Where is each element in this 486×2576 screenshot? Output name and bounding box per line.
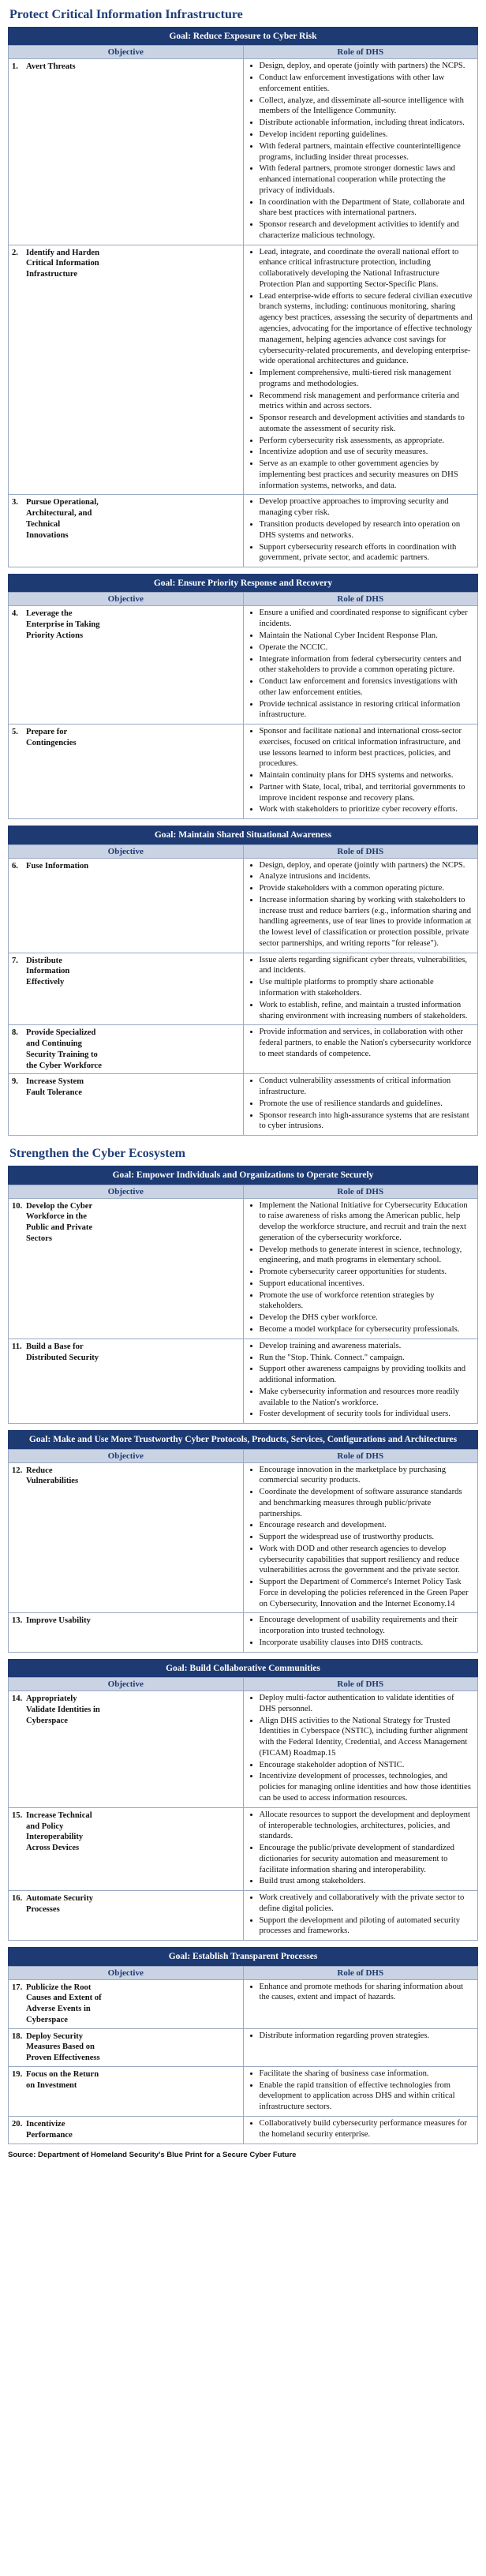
objective-cell — [9, 1462, 244, 1613]
objective-number: 4. — [12, 609, 18, 619]
objective-number: 8. — [12, 1028, 18, 1038]
objective-cell — [9, 1891, 244, 1941]
role-list — [247, 496, 473, 564]
goal-table — [8, 1430, 478, 1653]
role-list — [247, 2118, 473, 2140]
objective-number: 3. — [12, 498, 18, 507]
goal-table — [8, 574, 478, 819]
objective-text: Incentivize Performance — [26, 2120, 73, 2140]
list-item: • Encourage stakeholder adoption of NSTIC. — [260, 1760, 473, 1771]
list-item: • Collect, analyze, and disseminate all-source intelligence with members of the Intelligence Community. — [260, 95, 473, 118]
list-item: • Encourage research and development. — [260, 1520, 473, 1531]
goal-table — [8, 27, 478, 567]
goal-table — [8, 1166, 478, 1424]
list-item: • Incentivize development of processes, technologies, and policies for managing online identities and how those identities can be used to access information resources. — [260, 1771, 473, 1803]
role-list — [247, 1615, 473, 1648]
list-item: • Analyze intrusions and incidents. — [260, 871, 473, 882]
objective-number: 14. — [12, 1694, 23, 1704]
objective-number: 11. — [12, 1342, 22, 1351]
list-item: • Allocate resources to support the development and deployment of interoperable technologies, architectures, policies, and standards. — [260, 1810, 473, 1842]
table-row — [9, 1979, 478, 2028]
objective-number: 5. — [12, 728, 18, 737]
list-item: • Support educational incentives. — [260, 1279, 473, 1290]
objective-text: Automate Security Processes — [26, 1894, 94, 1914]
list-item: • Work to establish, refine, and maintain a trusted information sharing environment with increasing numbers of stakeholders. — [260, 1000, 473, 1022]
role-cell — [243, 2066, 478, 2116]
objective-text: Appropriately Validate Identities in Cyberspace — [26, 1694, 100, 1725]
goal-heading: Goal: Make and Use More Trustworthy Cyber Protocols, Products, Services, Configurations and Architectures — [9, 1431, 478, 1449]
list-item: • Work with stakeholders to prioritize cyber recovery efforts. — [260, 804, 473, 815]
list-item: • Incorporate usability clauses into DHS contracts. — [260, 1638, 473, 1649]
objective-text: Focus on the Return on Investment — [26, 2069, 99, 2090]
objective-cell — [9, 2066, 244, 2116]
role-cell — [243, 1198, 478, 1339]
objective-column-header: Objective — [9, 1449, 244, 1462]
objective-number: 9. — [12, 1077, 18, 1087]
list-item: • Support other awareness campaigns by providing toolkits and additional information. — [260, 1364, 473, 1386]
role-column-header: Role of DHS — [243, 593, 478, 606]
objective-text: Reduce Vulnerabilities — [26, 1466, 79, 1486]
objective-number: 10. — [12, 1201, 23, 1211]
goal-heading: Goal: Empower Individuals and Organizations to Operate Securely — [9, 1166, 478, 1185]
role-list — [247, 1810, 473, 1887]
role-column-header: Role of DHS — [243, 1449, 478, 1462]
objective-cell — [9, 2117, 244, 2144]
role-list — [247, 61, 473, 241]
table-row — [9, 724, 478, 819]
role-cell — [243, 1613, 478, 1652]
list-item: • Support the development and piloting of automated security processes and frameworks. — [260, 1915, 473, 1938]
goal-table — [8, 1659, 478, 1941]
objective-text: Provide Specialized and Continuing Security Training to the Cyber Workforce — [26, 1028, 102, 1070]
objective-text: Deploy Security Measures Based on Proven Effectiveness — [26, 2031, 100, 2063]
objective-text: Increase Technical and Policy Interoperability Across Devices — [26, 1810, 92, 1853]
source-note: Source: Department of Homeland Security's Blue Print for a Secure Cyber Future — [8, 2150, 297, 2159]
list-item: • With federal partners, promote stronger domestic laws and enhanced international cooperation while protecting the privacy of individuals. — [260, 163, 473, 196]
list-item: • Make cybersecurity information and resources more readily available to the Nation's workforce. — [260, 1387, 473, 1409]
list-item: • Implement the National Initiative for Cybersecurity Education to raise awareness of risks among the American public, help develop the workforce structure, and recruit and train the next generation of the cybersecurity workforce. — [260, 1200, 473, 1244]
objective-column-header: Objective — [9, 844, 244, 858]
list-item: • Deploy multi-factor authentication to validate identities of DHS personnel. — [260, 1693, 473, 1715]
role-cell — [243, 1807, 478, 1890]
list-item: • Ensure a unified and coordinated response to significant cyber incidents. — [260, 608, 473, 630]
list-item: • Serve as an example to other government agencies by implementing best practices and security measures on DHS information systems, networks, and data. — [260, 459, 473, 491]
role-cell — [243, 606, 478, 724]
list-item: • Integrate information from federal cybersecurity centers and other stakeholders to provide a common operating picture. — [260, 654, 473, 676]
list-item: • Promote the use of resilience standards and guidelines. — [260, 1099, 473, 1110]
list-item: • Develop proactive approaches to improving security and managing cyber risk. — [260, 496, 473, 519]
list-item: • Operate the NCCIC. — [260, 642, 473, 653]
table-row — [9, 953, 478, 1025]
list-item: • Run the "Stop. Think. Connect." campaign. — [260, 1353, 473, 1364]
list-item: • Maintain continuity plans for DHS systems and networks. — [260, 770, 473, 781]
role-column-header: Role of DHS — [243, 46, 478, 59]
table-row — [9, 858, 478, 953]
role-cell — [243, 495, 478, 567]
role-cell — [243, 1462, 478, 1613]
objective-cell — [9, 1025, 244, 1074]
role-list — [247, 1200, 473, 1335]
objective-column-header: Objective — [9, 1185, 244, 1198]
table-row — [9, 1807, 478, 1890]
objective-number: 1. — [12, 62, 18, 72]
objective-text: Fuse Information — [26, 861, 89, 871]
goal-heading: Goal: Maintain Shared Situational Awareness — [9, 826, 478, 844]
objective-cell — [9, 953, 244, 1025]
list-item: • In coordination with the Department of State, collaborate and share best practices with international partners. — [260, 197, 473, 219]
role-list — [247, 955, 473, 1022]
list-item: • Develop the DHS cyber workforce. — [260, 1312, 473, 1324]
list-item: • Facilitate the sharing of business case information. — [260, 2069, 473, 2080]
objective-text: Pursue Operational, Architectural, and Technical Innovations — [26, 498, 99, 540]
list-item: • Develop training and awareness materials. — [260, 1341, 473, 1352]
list-item: • Conduct law enforcement investigations with other law enforcement entities. — [260, 73, 473, 95]
objective-number: 12. — [12, 1466, 23, 1475]
role-cell — [243, 1339, 478, 1423]
list-item: • Work with DOD and other research agencies to develop cybersecurity capabilities that support resiliency and reduce vulnerabilities across the government and the private sector. — [260, 1544, 473, 1576]
list-item: • Develop incident reporting guidelines. — [260, 129, 473, 140]
list-item: • Build trust among stakeholders. — [260, 1876, 473, 1887]
list-item: • Maintain the National Cyber Incident Response Plan. — [260, 631, 473, 642]
list-item: • Enhance and promote methods for sharing information about the causes, extent and impact of hazards. — [260, 1982, 473, 2004]
list-item: • Lead, integrate, and coordinate the overall national effort to enhance critical infrastructure protection, including collaboratively developing the National Infrastructure Protection Plan and supporting Sector-Specific Plans. — [260, 247, 473, 290]
section-title: Strengthen the Cyber Ecosystem — [9, 1147, 185, 1161]
objective-text: Increase System Fault Tolerance — [26, 1077, 84, 1098]
role-cell — [243, 858, 478, 953]
role-list — [247, 1465, 473, 1610]
table-row — [9, 1613, 478, 1652]
objective-number: 15. — [12, 1810, 23, 1820]
objective-column-header: Objective — [9, 593, 244, 606]
list-item: • Foster development of security tools for individual users. — [260, 1409, 473, 1420]
role-list — [247, 726, 473, 815]
objective-cell — [9, 1198, 244, 1339]
role-cell — [243, 2028, 478, 2066]
list-item: • Encourage development of usability requirements and their incorporation into trusted technology. — [260, 1615, 473, 1637]
objective-column-header: Objective — [9, 1678, 244, 1691]
list-item: • Enable the rapid transition of effective technologies from development to application across DHS and within critical infrastructure sectors. — [260, 2080, 473, 2113]
objective-text: Develop the Cyber Workforce in the Public and Private Sectors — [26, 1201, 93, 1243]
list-item: • Conduct vulnerability assessments of critical information infrastructure. — [260, 1076, 473, 1098]
objective-text: Prepare for Contingencies — [26, 728, 77, 747]
objective-number: 19. — [12, 2069, 23, 2079]
role-cell — [243, 2117, 478, 2144]
list-item: • Provide stakeholders with a common operating picture. — [260, 883, 473, 894]
list-item: • Sponsor research into high-assurance systems that are resistant to cyber intrusions. — [260, 1110, 473, 1133]
objective-column-header: Objective — [9, 1966, 244, 1979]
list-item: • Use multiple platforms to promptly share actionable information with stakeholders. — [260, 977, 473, 999]
list-item: • Promote cybersecurity career opportunities for students. — [260, 1267, 473, 1278]
list-item: • Sponsor research and development activities and standards to automate the assessment of security risk. — [260, 413, 473, 435]
list-item: • Support the Department of Commerce's Internet Policy Task Force in developing the policies referenced in the Green Paper on Cybersecurity, Innovation and the Internet Economy.14 — [260, 1577, 473, 1609]
objective-text: Leverage the Enterprise in Taking Priority Actions — [26, 609, 100, 640]
role-column-header: Role of DHS — [243, 1966, 478, 1979]
role-cell — [243, 724, 478, 819]
list-item: • Encourage the public/private development of standardized dictionaries for security automation and measurement to facilitate information sharing and interoperability. — [260, 1843, 473, 1875]
list-item: • Coordinate the development of software assurance standards and benchmarking measures through public/private partnerships. — [260, 1487, 473, 1519]
objective-cell — [9, 1339, 244, 1423]
role-list — [247, 2069, 473, 2113]
goal-heading: Goal: Ensure Priority Response and Recovery — [9, 575, 478, 593]
content — [8, 8, 478, 2144]
objective-cell — [9, 1691, 244, 1808]
objective-number: 7. — [12, 956, 18, 965]
objective-cell — [9, 1807, 244, 1890]
table-row — [9, 606, 478, 724]
list-item: • Sponsor research and development activities to identify and characterize malicious technology. — [260, 219, 473, 242]
role-column-header: Role of DHS — [243, 1185, 478, 1198]
role-list — [247, 860, 473, 949]
role-cell — [243, 245, 478, 495]
section-title: Protect Critical Information Infrastructure — [9, 8, 243, 21]
objective-number: 17. — [12, 1983, 23, 1992]
table-row — [9, 245, 478, 495]
list-item: • Support cybersecurity research efforts in coordination with government, private sector, and academic partners. — [260, 542, 473, 564]
role-cell — [243, 1979, 478, 2028]
list-item: • Conduct law enforcement and forensics investigations with other law enforcement entities. — [260, 676, 473, 698]
objective-text: Identify and Harden Critical Information Infrastructure — [26, 248, 100, 279]
list-item: • Transition products developed by research into operation on DHS systems and networks. — [260, 519, 473, 541]
objective-cell — [9, 2028, 244, 2066]
objective-text: Avert Threats — [26, 62, 76, 72]
table-row — [9, 1025, 478, 1074]
list-item: • Provide technical assistance in restoring critical information infrastructure. — [260, 699, 473, 721]
objective-cell — [9, 858, 244, 953]
list-item: • Recommend risk management and performance criteria and metrics within and across sectors. — [260, 391, 473, 413]
objective-number: 2. — [12, 248, 18, 257]
objective-cell — [9, 1613, 244, 1652]
list-item: • Lead enterprise-wide efforts to secure federal civilian executive branch systems, including: continuous monitoring, sharing agency best practices, assessing the security of departments and agencies, advocating for the importance of effective technology management, helping agencies advance cost savings for cybersecurity-related procurements, and developing enterprise-wide operational architectures and guidance. — [260, 291, 473, 367]
objective-number: 13. — [12, 1616, 23, 1626]
objective-text: Improve Usability — [26, 1616, 91, 1626]
list-item: • Provide information and services, in collaboration with other federal partners, to enable the Nation's cybersecurity workforce to meet standards of competence. — [260, 1027, 473, 1059]
objective-cell — [9, 724, 244, 819]
table-row — [9, 1462, 478, 1613]
list-item: • Become a model workplace for cybersecurity professionals. — [260, 1324, 473, 1335]
objective-cell — [9, 1979, 244, 2028]
role-cell — [243, 1891, 478, 1941]
list-item: • Design, deploy, and operate (jointly with partners) the NCPS. — [260, 61, 473, 72]
objective-text: Build a Base for Distributed Security — [26, 1342, 99, 1362]
objective-cell — [9, 59, 244, 245]
objective-number: 20. — [12, 2120, 23, 2129]
role-list — [247, 247, 473, 492]
goal-heading: Goal: Reduce Exposure to Cyber Risk — [9, 28, 478, 46]
goal-heading: Goal: Build Collaborative Communities — [9, 1659, 478, 1677]
list-item: • Support the widespread use of trustworthy products. — [260, 1532, 473, 1543]
role-list — [247, 608, 473, 721]
table-row — [9, 1198, 478, 1339]
role-cell — [243, 953, 478, 1025]
table-row — [9, 495, 478, 567]
objective-number: 16. — [12, 1894, 23, 1904]
list-item: • Align DHS activities to the National Strategy for Trusted Identities in Cyberspace (NSTIC), including further alignment with the Federal Identity, Credential, and Access Management (FICAM) Roadmap.15 — [260, 1716, 473, 1759]
role-list — [247, 1027, 473, 1059]
table-row — [9, 1074, 478, 1136]
list-item: • Perform cybersecurity risk assessments, as appropriate. — [260, 436, 473, 447]
objective-cell — [9, 1074, 244, 1136]
table-row — [9, 59, 478, 245]
list-item: • Develop methods to generate interest in science, technology, engineering, and math programs in elementary school. — [260, 1245, 473, 1267]
list-item: • Collaboratively build cybersecurity performance measures for the homeland security enterprise. — [260, 2118, 473, 2140]
table-row — [9, 2117, 478, 2144]
objective-number: 18. — [12, 2031, 23, 2041]
objective-cell — [9, 495, 244, 567]
role-list — [247, 1076, 473, 1132]
role-cell — [243, 59, 478, 245]
objective-text: Publicize the Root Causes and Extent of Adverse Events in Cyberspace — [26, 1983, 102, 2024]
role-column-header: Role of DHS — [243, 844, 478, 858]
list-item: • Work creatively and collaboratively with the private sector to define digital policies. — [260, 1893, 473, 1915]
list-item: • Encourage innovation in the marketplace by purchasing commercial security products. — [260, 1465, 473, 1487]
objective-number: 6. — [12, 861, 18, 871]
role-column-header: Role of DHS — [243, 1678, 478, 1691]
list-item: • Distribute information regarding proven strategies. — [260, 2031, 473, 2042]
role-list — [247, 1893, 473, 1937]
list-item: • Design, deploy, and operate (jointly with partners) the NCPS. — [260, 860, 473, 871]
objective-cell — [9, 245, 244, 495]
list-item: • Implement comprehensive, multi-tiered risk management programs and methodologies. — [260, 368, 473, 390]
role-list — [247, 1982, 473, 2004]
role-cell — [243, 1074, 478, 1136]
role-list — [247, 1341, 473, 1420]
list-item: • Partner with State, local, tribal, and territorial governments to improve incident response and recovery plans. — [260, 782, 473, 804]
table-row — [9, 2028, 478, 2066]
list-item: • Increase information sharing by working with stakeholders to increase trust and reduce barriers (e.g., information sharing and handling agreements, use of tear lines to provide information at the lowest level of classification or protection possible, private sector partnerships, and writing reports "for release"). — [260, 895, 473, 949]
role-list — [247, 1693, 473, 1804]
list-item: • Incentivize adoption and use of security measures. — [260, 447, 473, 458]
list-item: • Promote the use of workforce retention strategies by stakeholders. — [260, 1290, 473, 1312]
goal-heading: Goal: Establish Transparent Processes — [9, 1948, 478, 1966]
role-list — [247, 2031, 473, 2042]
list-item: • Issue alerts regarding significant cyber threats, vulnerabilities, and incidents. — [260, 955, 473, 977]
list-item: • With federal partners, maintain effective counterintelligence programs, including insider threat processes. — [260, 141, 473, 163]
table-row — [9, 1691, 478, 1808]
goal-table — [8, 826, 478, 1136]
objective-column-header: Objective — [9, 46, 244, 59]
role-cell — [243, 1025, 478, 1074]
list-item: • Distribute actionable information, including threat indicators. — [260, 118, 473, 129]
table-row — [9, 1891, 478, 1941]
list-item: • Sponsor and facilitate national and international cross-sector exercises, focused on critical information infrastructure, and use lessons learned to inform best practices, policies, and procedures. — [260, 726, 473, 769]
table-row — [9, 1339, 478, 1423]
objective-text: Distribute Information Effectively — [26, 956, 70, 987]
role-cell — [243, 1691, 478, 1808]
objective-cell — [9, 606, 244, 724]
table-row — [9, 2066, 478, 2116]
goal-table — [8, 1947, 478, 2144]
